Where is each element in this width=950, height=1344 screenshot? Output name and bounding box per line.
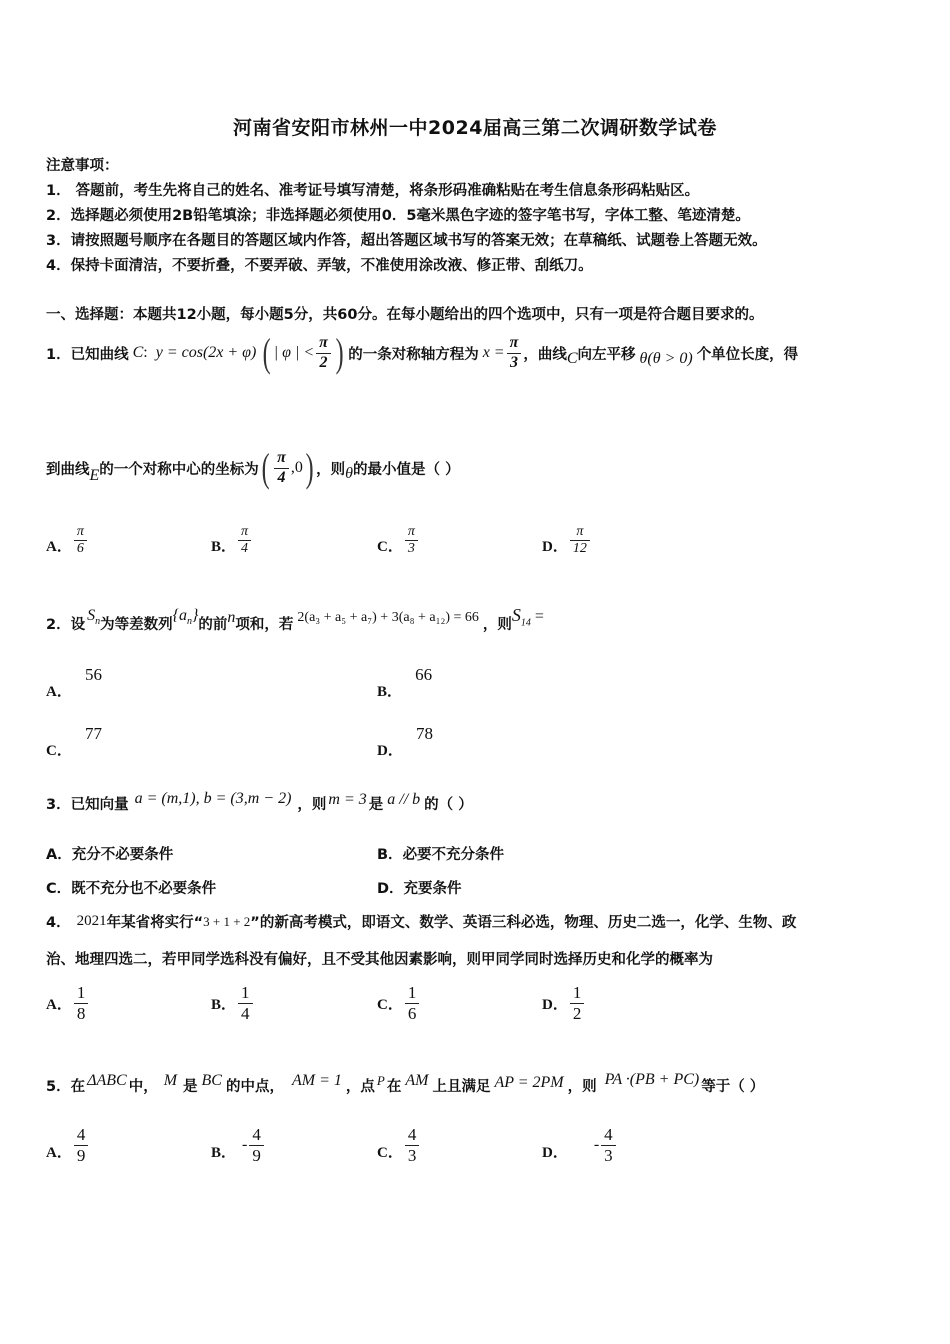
question-2: 2．设 $S_n$ 为等差数列 $\{a_n\}$ 的前 n 项和，若 2(a₃ + a₅ + a₇) + 3(a₈ + a₁₂) = 66 ，则 $S_{14}$ = xyxy=(46,605,544,633)
question-1: 1．已知曲线 C : y = cos(2x + φ) ( | φ | < $\frac{\pi}{2}$ ) 的一条对称轴方程为 x = $\frac{\pi}{3}$ ，曲线 C 向左平移 θ(θ > 0) 个单位长度，得 xyxy=(46,330,799,375)
q4-option-c[interactable]: C． $\frac{1}{6}$ xyxy=(377,983,421,1023)
q2-expression: 2(a₃ + a₅ + a₇) + 3(a₈ + a₁₂) = 66 xyxy=(297,610,479,625)
q3-option-b[interactable]: B．必要不充分条件 xyxy=(377,847,505,863)
q1-option-d[interactable]: D． $\frac{\pi}{12}$ xyxy=(542,524,592,557)
q3-option-c[interactable]: C．既不充分也不必要条件 xyxy=(46,881,217,897)
q1-number: 1．已知曲线 xyxy=(46,346,129,363)
q2-option-b[interactable]: B． 66 xyxy=(377,665,433,700)
q5-option-c[interactable]: C． $\frac{4}{3}$ xyxy=(377,1125,421,1165)
q5-option-b[interactable]: B． - $\frac{4}{9}$ xyxy=(211,1125,266,1165)
q1-option-c[interactable]: C． $\frac{\pi}{3}$ xyxy=(377,524,420,557)
note-item: 3．请按照题号顺序在各题目的答题区域内作答，超出答题区域书写的答案无效；在草稿纸、试题卷上答题无效。 xyxy=(46,233,767,249)
q1-equation: y = cos(2x + φ) xyxy=(155,344,257,361)
q4-option-d[interactable]: D． $\frac{1}{2}$ xyxy=(542,983,586,1023)
q4-option-a[interactable]: A． $\frac{1}{8}$ xyxy=(46,983,90,1023)
q1-option-a[interactable]: A． $\frac{\pi}{6}$ xyxy=(46,524,89,557)
section-heading: 一、选择题：本题共12小题，每小题5分，共60分。在每小题给出的四个选项中，只有一项是符合题目要求的。 xyxy=(46,307,764,323)
q3-option-a[interactable]: A．充分不必要条件 xyxy=(46,847,174,863)
q4-option-b[interactable]: B． $\frac{1}{4}$ xyxy=(211,983,255,1023)
q3-option-d[interactable]: D．充要条件 xyxy=(377,881,462,897)
question-5: 5．在 ΔABC 中， M 是 BC 的中点， AM = 1 ，点 P 在 AM 上且满足 AP = 2PM ，则 PA ·(PB + PC) 等于（ ） xyxy=(46,1071,765,1095)
note-item: 1． 答题前，考生先将自己的姓名、准考证号填写清楚，将条形码准确粘贴在考生信息条形码粘贴区。 xyxy=(46,183,700,199)
q1-option-b[interactable]: B． $\frac{\pi}{4}$ xyxy=(211,524,253,557)
q5-option-a[interactable]: A． $\frac{4}{9}$ xyxy=(46,1125,90,1165)
question-3: 3．已知向量 a = (m,1), b = (3,m − 2) ，则 m = 3 是 a // b 的（ ） xyxy=(46,790,473,813)
note-item: 2．选择题必须使用2B铅笔填涂；非选择题必须使用0．5毫米黑色字迹的签字笔书写，字体工整、笔迹清楚。 xyxy=(46,208,750,224)
notes-heading: 注意事项： xyxy=(46,158,119,174)
q2-option-a[interactable]: A． 56 xyxy=(46,665,102,700)
page-title: 河南省安阳市林州一中2024届高三第二次调研数学试卷 xyxy=(233,117,717,139)
question-4-continued: 治、地理四选二，若甲同学选科没有偏好，且不受其他因素影响，则甲同学同时选择历史和化学的概率为 xyxy=(46,952,713,968)
q2-option-d[interactable]: D． 78 xyxy=(377,724,433,759)
q3-vectors: a = (m,1), b = (3,m − 2) xyxy=(134,790,292,807)
q5-option-d[interactable]: D． - $\frac{4}{3}$ xyxy=(542,1125,618,1165)
question-4: 4． 2021 年某省将实行“ 3 + 1 + 2 ”的新高考模式，即语文、数学、英语三科必选，物理、历史二选一，化学、生物、政 xyxy=(46,913,797,931)
note-item: 4．保持卡面清洁，不要折叠，不要弄破、弄皱，不准使用涂改液、修正带、刮纸刀。 xyxy=(46,258,593,274)
q5-expression: PA ·(PB + PC) xyxy=(604,1071,700,1088)
question-1-continued: 到曲线 E 的一个对称中心的坐标为 ( $\frac{\pi}{4}$ ,0 ) ，则 θ 的最小值是（ ） xyxy=(46,445,460,490)
q2-option-c[interactable]: C． 77 xyxy=(46,724,102,759)
